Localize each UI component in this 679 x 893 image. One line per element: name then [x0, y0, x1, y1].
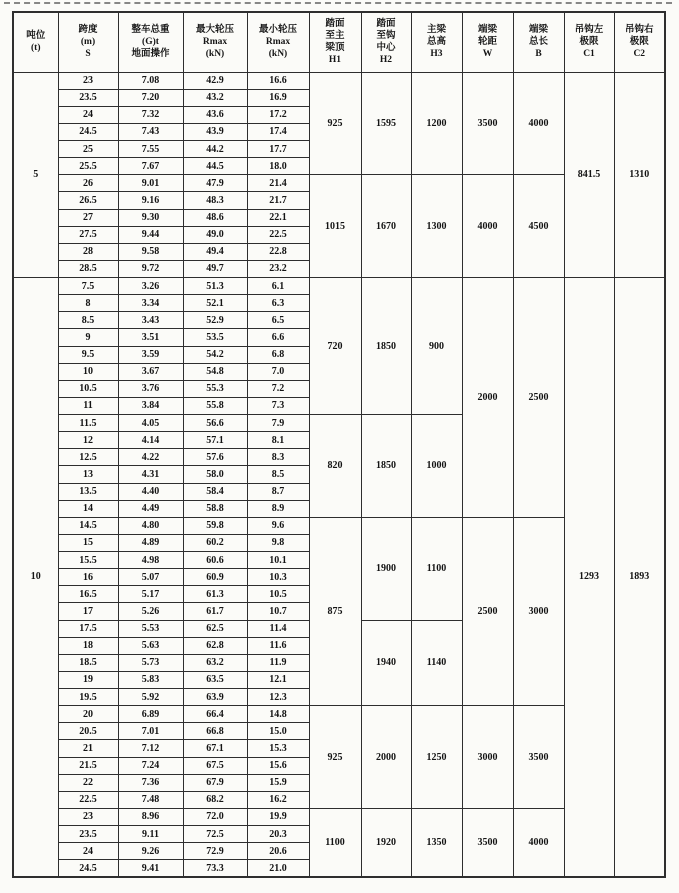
h1-cell: 1015	[309, 175, 361, 278]
max-wheel-load-cell: 63.2	[183, 654, 247, 671]
span-cell: 8.5	[58, 312, 118, 329]
span-cell: 20.5	[58, 723, 118, 740]
max-wheel-load-cell: 72.9	[183, 843, 247, 860]
min-wheel-load-cell: 16.2	[247, 791, 309, 808]
max-wheel-load-cell: 54.2	[183, 346, 247, 363]
h1-cell: 720	[309, 278, 361, 415]
column-header-min-wheel-load: 最小轮压 Rmax (kN)	[247, 12, 309, 72]
min-wheel-load-cell: 11.9	[247, 654, 309, 671]
h1-cell: 925	[309, 72, 361, 175]
total-weight-cell: 5.17	[118, 586, 183, 603]
b-cell: 4000	[513, 72, 564, 175]
total-weight-cell: 7.55	[118, 141, 183, 158]
total-weight-cell: 4.80	[118, 517, 183, 534]
span-cell: 17	[58, 603, 118, 620]
b-cell: 4500	[513, 175, 564, 278]
span-cell: 21.5	[58, 757, 118, 774]
total-weight-cell: 9.72	[118, 260, 183, 277]
h2-cell: 1670	[361, 175, 411, 278]
span-cell: 24	[58, 843, 118, 860]
span-cell: 22	[58, 774, 118, 791]
w-cell: 2500	[462, 517, 513, 705]
total-weight-cell: 9.16	[118, 192, 183, 209]
total-weight-cell: 4.98	[118, 552, 183, 569]
span-cell: 27	[58, 209, 118, 226]
column-header-w: 端梁 轮距 W	[462, 12, 513, 72]
total-weight-cell: 5.53	[118, 620, 183, 637]
b-cell: 4000	[513, 808, 564, 877]
min-wheel-load-cell: 17.2	[247, 106, 309, 123]
min-wheel-load-cell: 21.7	[247, 192, 309, 209]
total-weight-cell: 7.43	[118, 123, 183, 140]
tonnage-cell: 5	[13, 72, 58, 278]
w-cell: 2000	[462, 278, 513, 518]
max-wheel-load-cell: 72.5	[183, 826, 247, 843]
c2-cell: 1310	[614, 72, 665, 278]
span-cell: 15.5	[58, 552, 118, 569]
max-wheel-load-cell: 67.5	[183, 757, 247, 774]
max-wheel-load-cell: 44.2	[183, 141, 247, 158]
max-wheel-load-cell: 59.8	[183, 517, 247, 534]
span-cell: 11	[58, 397, 118, 414]
total-weight-cell: 4.05	[118, 415, 183, 432]
min-wheel-load-cell: 9.8	[247, 534, 309, 551]
h1-cell: 875	[309, 517, 361, 705]
span-cell: 23.5	[58, 89, 118, 106]
total-weight-cell: 9.30	[118, 209, 183, 226]
h3-cell: 1300	[411, 175, 462, 278]
total-weight-cell: 4.89	[118, 534, 183, 551]
span-cell: 28.5	[58, 260, 118, 277]
total-weight-cell: 3.76	[118, 380, 183, 397]
span-cell: 15	[58, 534, 118, 551]
span-cell: 14.5	[58, 517, 118, 534]
max-wheel-load-cell: 43.9	[183, 123, 247, 140]
span-cell: 13.5	[58, 483, 118, 500]
min-wheel-load-cell: 18.0	[247, 158, 309, 175]
total-weight-cell: 9.58	[118, 243, 183, 260]
max-wheel-load-cell: 60.2	[183, 534, 247, 551]
min-wheel-load-cell: 22.5	[247, 226, 309, 243]
min-wheel-load-cell: 11.4	[247, 620, 309, 637]
max-wheel-load-cell: 67.9	[183, 774, 247, 791]
column-header-c1: 吊钩左 极限 C1	[564, 12, 614, 72]
span-cell: 19	[58, 671, 118, 688]
max-wheel-load-cell: 51.3	[183, 278, 247, 295]
span-cell: 18.5	[58, 654, 118, 671]
min-wheel-load-cell: 10.1	[247, 552, 309, 569]
max-wheel-load-cell: 62.8	[183, 637, 247, 654]
h3-cell: 900	[411, 278, 462, 415]
column-header-h2: 踏面 至钩 中心 H2	[361, 12, 411, 72]
h1-cell: 925	[309, 706, 361, 809]
max-wheel-load-cell: 63.9	[183, 689, 247, 706]
min-wheel-load-cell: 12.1	[247, 671, 309, 688]
total-weight-cell: 5.26	[118, 603, 183, 620]
column-header-span: 跨度 (m) S	[58, 12, 118, 72]
span-cell: 23.5	[58, 826, 118, 843]
total-weight-cell: 7.48	[118, 791, 183, 808]
total-weight-cell: 4.22	[118, 449, 183, 466]
c1-cell: 841.5	[564, 72, 614, 278]
max-wheel-load-cell: 52.1	[183, 295, 247, 312]
total-weight-cell: 3.59	[118, 346, 183, 363]
span-cell: 20	[58, 706, 118, 723]
span-cell: 16	[58, 569, 118, 586]
span-cell: 7.5	[58, 278, 118, 295]
total-weight-cell: 5.07	[118, 569, 183, 586]
h2-cell: 1900	[361, 517, 411, 620]
total-weight-cell: 8.96	[118, 808, 183, 825]
max-wheel-load-cell: 61.7	[183, 603, 247, 620]
min-wheel-load-cell: 22.1	[247, 209, 309, 226]
span-cell: 25.5	[58, 158, 118, 175]
min-wheel-load-cell: 17.7	[247, 141, 309, 158]
max-wheel-load-cell: 54.8	[183, 363, 247, 380]
column-header-c2: 吊钩右 极限 C2	[614, 12, 665, 72]
total-weight-cell: 3.67	[118, 363, 183, 380]
min-wheel-load-cell: 16.6	[247, 72, 309, 89]
h3-cell: 1200	[411, 72, 462, 175]
min-wheel-load-cell: 7.9	[247, 415, 309, 432]
w-cell: 3000	[462, 706, 513, 809]
h3-cell: 1250	[411, 706, 462, 809]
min-wheel-load-cell: 8.3	[247, 449, 309, 466]
total-weight-cell: 4.49	[118, 500, 183, 517]
min-wheel-load-cell: 22.8	[247, 243, 309, 260]
total-weight-cell: 5.83	[118, 671, 183, 688]
max-wheel-load-cell: 44.5	[183, 158, 247, 175]
b-cell: 2500	[513, 278, 564, 518]
total-weight-cell: 7.20	[118, 89, 183, 106]
h3-cell: 1100	[411, 517, 462, 620]
w-cell: 3500	[462, 72, 513, 175]
total-weight-cell: 7.32	[118, 106, 183, 123]
max-wheel-load-cell: 57.6	[183, 449, 247, 466]
total-weight-cell: 7.36	[118, 774, 183, 791]
span-cell: 9	[58, 329, 118, 346]
min-wheel-load-cell: 7.2	[247, 380, 309, 397]
header-row	[13, 12, 665, 72]
total-weight-cell: 5.92	[118, 689, 183, 706]
min-wheel-load-cell: 11.6	[247, 637, 309, 654]
min-wheel-load-cell: 17.4	[247, 123, 309, 140]
total-weight-cell: 7.08	[118, 72, 183, 89]
h2-cell: 1595	[361, 72, 411, 175]
min-wheel-load-cell: 16.9	[247, 89, 309, 106]
total-weight-cell: 5.63	[118, 637, 183, 654]
total-weight-cell: 9.41	[118, 860, 183, 877]
tonnage-cell: 10	[13, 278, 58, 877]
total-weight-cell: 5.73	[118, 654, 183, 671]
total-weight-cell: 6.89	[118, 706, 183, 723]
min-wheel-load-cell: 14.8	[247, 706, 309, 723]
max-wheel-load-cell: 60.6	[183, 552, 247, 569]
max-wheel-load-cell: 48.3	[183, 192, 247, 209]
span-cell: 10	[58, 363, 118, 380]
min-wheel-load-cell: 10.3	[247, 569, 309, 586]
total-weight-cell: 3.43	[118, 312, 183, 329]
span-cell: 26	[58, 175, 118, 192]
total-weight-cell: 4.14	[118, 432, 183, 449]
min-wheel-load-cell: 15.3	[247, 740, 309, 757]
column-header-max-wheel-load: 最大轮压 Rmax (kN)	[183, 12, 247, 72]
min-wheel-load-cell: 6.6	[247, 329, 309, 346]
span-cell: 27.5	[58, 226, 118, 243]
span-cell: 10.5	[58, 380, 118, 397]
min-wheel-load-cell: 21.0	[247, 860, 309, 877]
max-wheel-load-cell: 73.3	[183, 860, 247, 877]
min-wheel-load-cell: 6.8	[247, 346, 309, 363]
min-wheel-load-cell: 12.3	[247, 689, 309, 706]
min-wheel-load-cell: 9.6	[247, 517, 309, 534]
total-weight-cell: 7.12	[118, 740, 183, 757]
h3-cell: 1350	[411, 808, 462, 877]
span-cell: 23	[58, 72, 118, 89]
total-weight-cell: 9.01	[118, 175, 183, 192]
h3-cell: 1140	[411, 620, 462, 706]
min-wheel-load-cell: 7.0	[247, 363, 309, 380]
span-cell: 12	[58, 432, 118, 449]
table-row	[13, 72, 665, 89]
max-wheel-load-cell: 66.4	[183, 706, 247, 723]
min-wheel-load-cell: 15.0	[247, 723, 309, 740]
span-cell: 23	[58, 808, 118, 825]
max-wheel-load-cell: 42.9	[183, 72, 247, 89]
h1-cell: 1100	[309, 808, 361, 877]
max-wheel-load-cell: 53.5	[183, 329, 247, 346]
span-cell: 28	[58, 243, 118, 260]
max-wheel-load-cell: 48.6	[183, 209, 247, 226]
span-cell: 17.5	[58, 620, 118, 637]
max-wheel-load-cell: 47.9	[183, 175, 247, 192]
total-weight-cell: 9.11	[118, 826, 183, 843]
max-wheel-load-cell: 56.6	[183, 415, 247, 432]
span-cell: 9.5	[58, 346, 118, 363]
max-wheel-load-cell: 43.6	[183, 106, 247, 123]
min-wheel-load-cell: 19.9	[247, 808, 309, 825]
total-weight-cell: 7.67	[118, 158, 183, 175]
span-cell: 24	[58, 106, 118, 123]
column-header-b: 端梁 总长 B	[513, 12, 564, 72]
max-wheel-load-cell: 67.1	[183, 740, 247, 757]
h2-cell: 1850	[361, 278, 411, 415]
total-weight-cell: 3.26	[118, 278, 183, 295]
scan-artifact	[4, 2, 672, 4]
column-header-h1: 踏面 至主 梁顶 H1	[309, 12, 361, 72]
total-weight-cell: 7.24	[118, 757, 183, 774]
total-weight-cell: 9.44	[118, 226, 183, 243]
span-cell: 24.5	[58, 860, 118, 877]
min-wheel-load-cell: 10.7	[247, 603, 309, 620]
w-cell: 3500	[462, 808, 513, 877]
min-wheel-load-cell: 20.3	[247, 826, 309, 843]
min-wheel-load-cell: 8.7	[247, 483, 309, 500]
min-wheel-load-cell: 6.1	[247, 278, 309, 295]
span-cell: 13	[58, 466, 118, 483]
span-cell: 12.5	[58, 449, 118, 466]
b-cell: 3500	[513, 706, 564, 809]
min-wheel-load-cell: 8.9	[247, 500, 309, 517]
span-cell: 16.5	[58, 586, 118, 603]
span-cell: 25	[58, 141, 118, 158]
max-wheel-load-cell: 49.7	[183, 260, 247, 277]
h2-cell: 2000	[361, 706, 411, 809]
min-wheel-load-cell: 21.4	[247, 175, 309, 192]
h1-cell: 820	[309, 415, 361, 518]
total-weight-cell: 4.31	[118, 466, 183, 483]
max-wheel-load-cell: 57.1	[183, 432, 247, 449]
max-wheel-load-cell: 55.8	[183, 397, 247, 414]
h2-cell: 1940	[361, 620, 411, 706]
span-cell: 24.5	[58, 123, 118, 140]
span-cell: 8	[58, 295, 118, 312]
span-cell: 18	[58, 637, 118, 654]
max-wheel-load-cell: 62.5	[183, 620, 247, 637]
min-wheel-load-cell: 15.6	[247, 757, 309, 774]
max-wheel-load-cell: 49.0	[183, 226, 247, 243]
span-cell: 11.5	[58, 415, 118, 432]
span-cell: 21	[58, 740, 118, 757]
span-cell: 26.5	[58, 192, 118, 209]
total-weight-cell: 3.34	[118, 295, 183, 312]
max-wheel-load-cell: 61.3	[183, 586, 247, 603]
max-wheel-load-cell: 55.3	[183, 380, 247, 397]
column-header-tonnage: 吨位 (t)	[13, 12, 58, 72]
min-wheel-load-cell: 6.5	[247, 312, 309, 329]
max-wheel-load-cell: 58.4	[183, 483, 247, 500]
max-wheel-load-cell: 52.9	[183, 312, 247, 329]
max-wheel-load-cell: 66.8	[183, 723, 247, 740]
max-wheel-load-cell: 58.8	[183, 500, 247, 517]
table-row	[13, 278, 665, 295]
min-wheel-load-cell: 15.9	[247, 774, 309, 791]
span-cell: 19.5	[58, 689, 118, 706]
min-wheel-load-cell: 23.2	[247, 260, 309, 277]
min-wheel-load-cell: 7.3	[247, 397, 309, 414]
total-weight-cell: 4.40	[118, 483, 183, 500]
max-wheel-load-cell: 72.0	[183, 808, 247, 825]
max-wheel-load-cell: 58.0	[183, 466, 247, 483]
min-wheel-load-cell: 10.5	[247, 586, 309, 603]
min-wheel-load-cell: 6.3	[247, 295, 309, 312]
h2-cell: 1920	[361, 808, 411, 877]
c2-cell: 1893	[614, 278, 665, 877]
min-wheel-load-cell: 20.6	[247, 843, 309, 860]
total-weight-cell: 9.26	[118, 843, 183, 860]
column-header-total-weight: 整车总重 (G)t 地面操作	[118, 12, 183, 72]
b-cell: 3000	[513, 517, 564, 705]
total-weight-cell: 7.01	[118, 723, 183, 740]
min-wheel-load-cell: 8.1	[247, 432, 309, 449]
total-weight-cell: 3.84	[118, 397, 183, 414]
min-wheel-load-cell: 8.5	[247, 466, 309, 483]
column-header-h3: 主梁 总高 H3	[411, 12, 462, 72]
max-wheel-load-cell: 63.5	[183, 671, 247, 688]
h3-cell: 1000	[411, 415, 462, 518]
span-cell: 14	[58, 500, 118, 517]
total-weight-cell: 3.51	[118, 329, 183, 346]
w-cell: 4000	[462, 175, 513, 278]
c1-cell: 1293	[564, 278, 614, 877]
h2-cell: 1850	[361, 415, 411, 518]
max-wheel-load-cell: 43.2	[183, 89, 247, 106]
max-wheel-load-cell: 49.4	[183, 243, 247, 260]
max-wheel-load-cell: 68.2	[183, 791, 247, 808]
span-cell: 22.5	[58, 791, 118, 808]
max-wheel-load-cell: 60.9	[183, 569, 247, 586]
crane-spec-table	[12, 11, 666, 878]
